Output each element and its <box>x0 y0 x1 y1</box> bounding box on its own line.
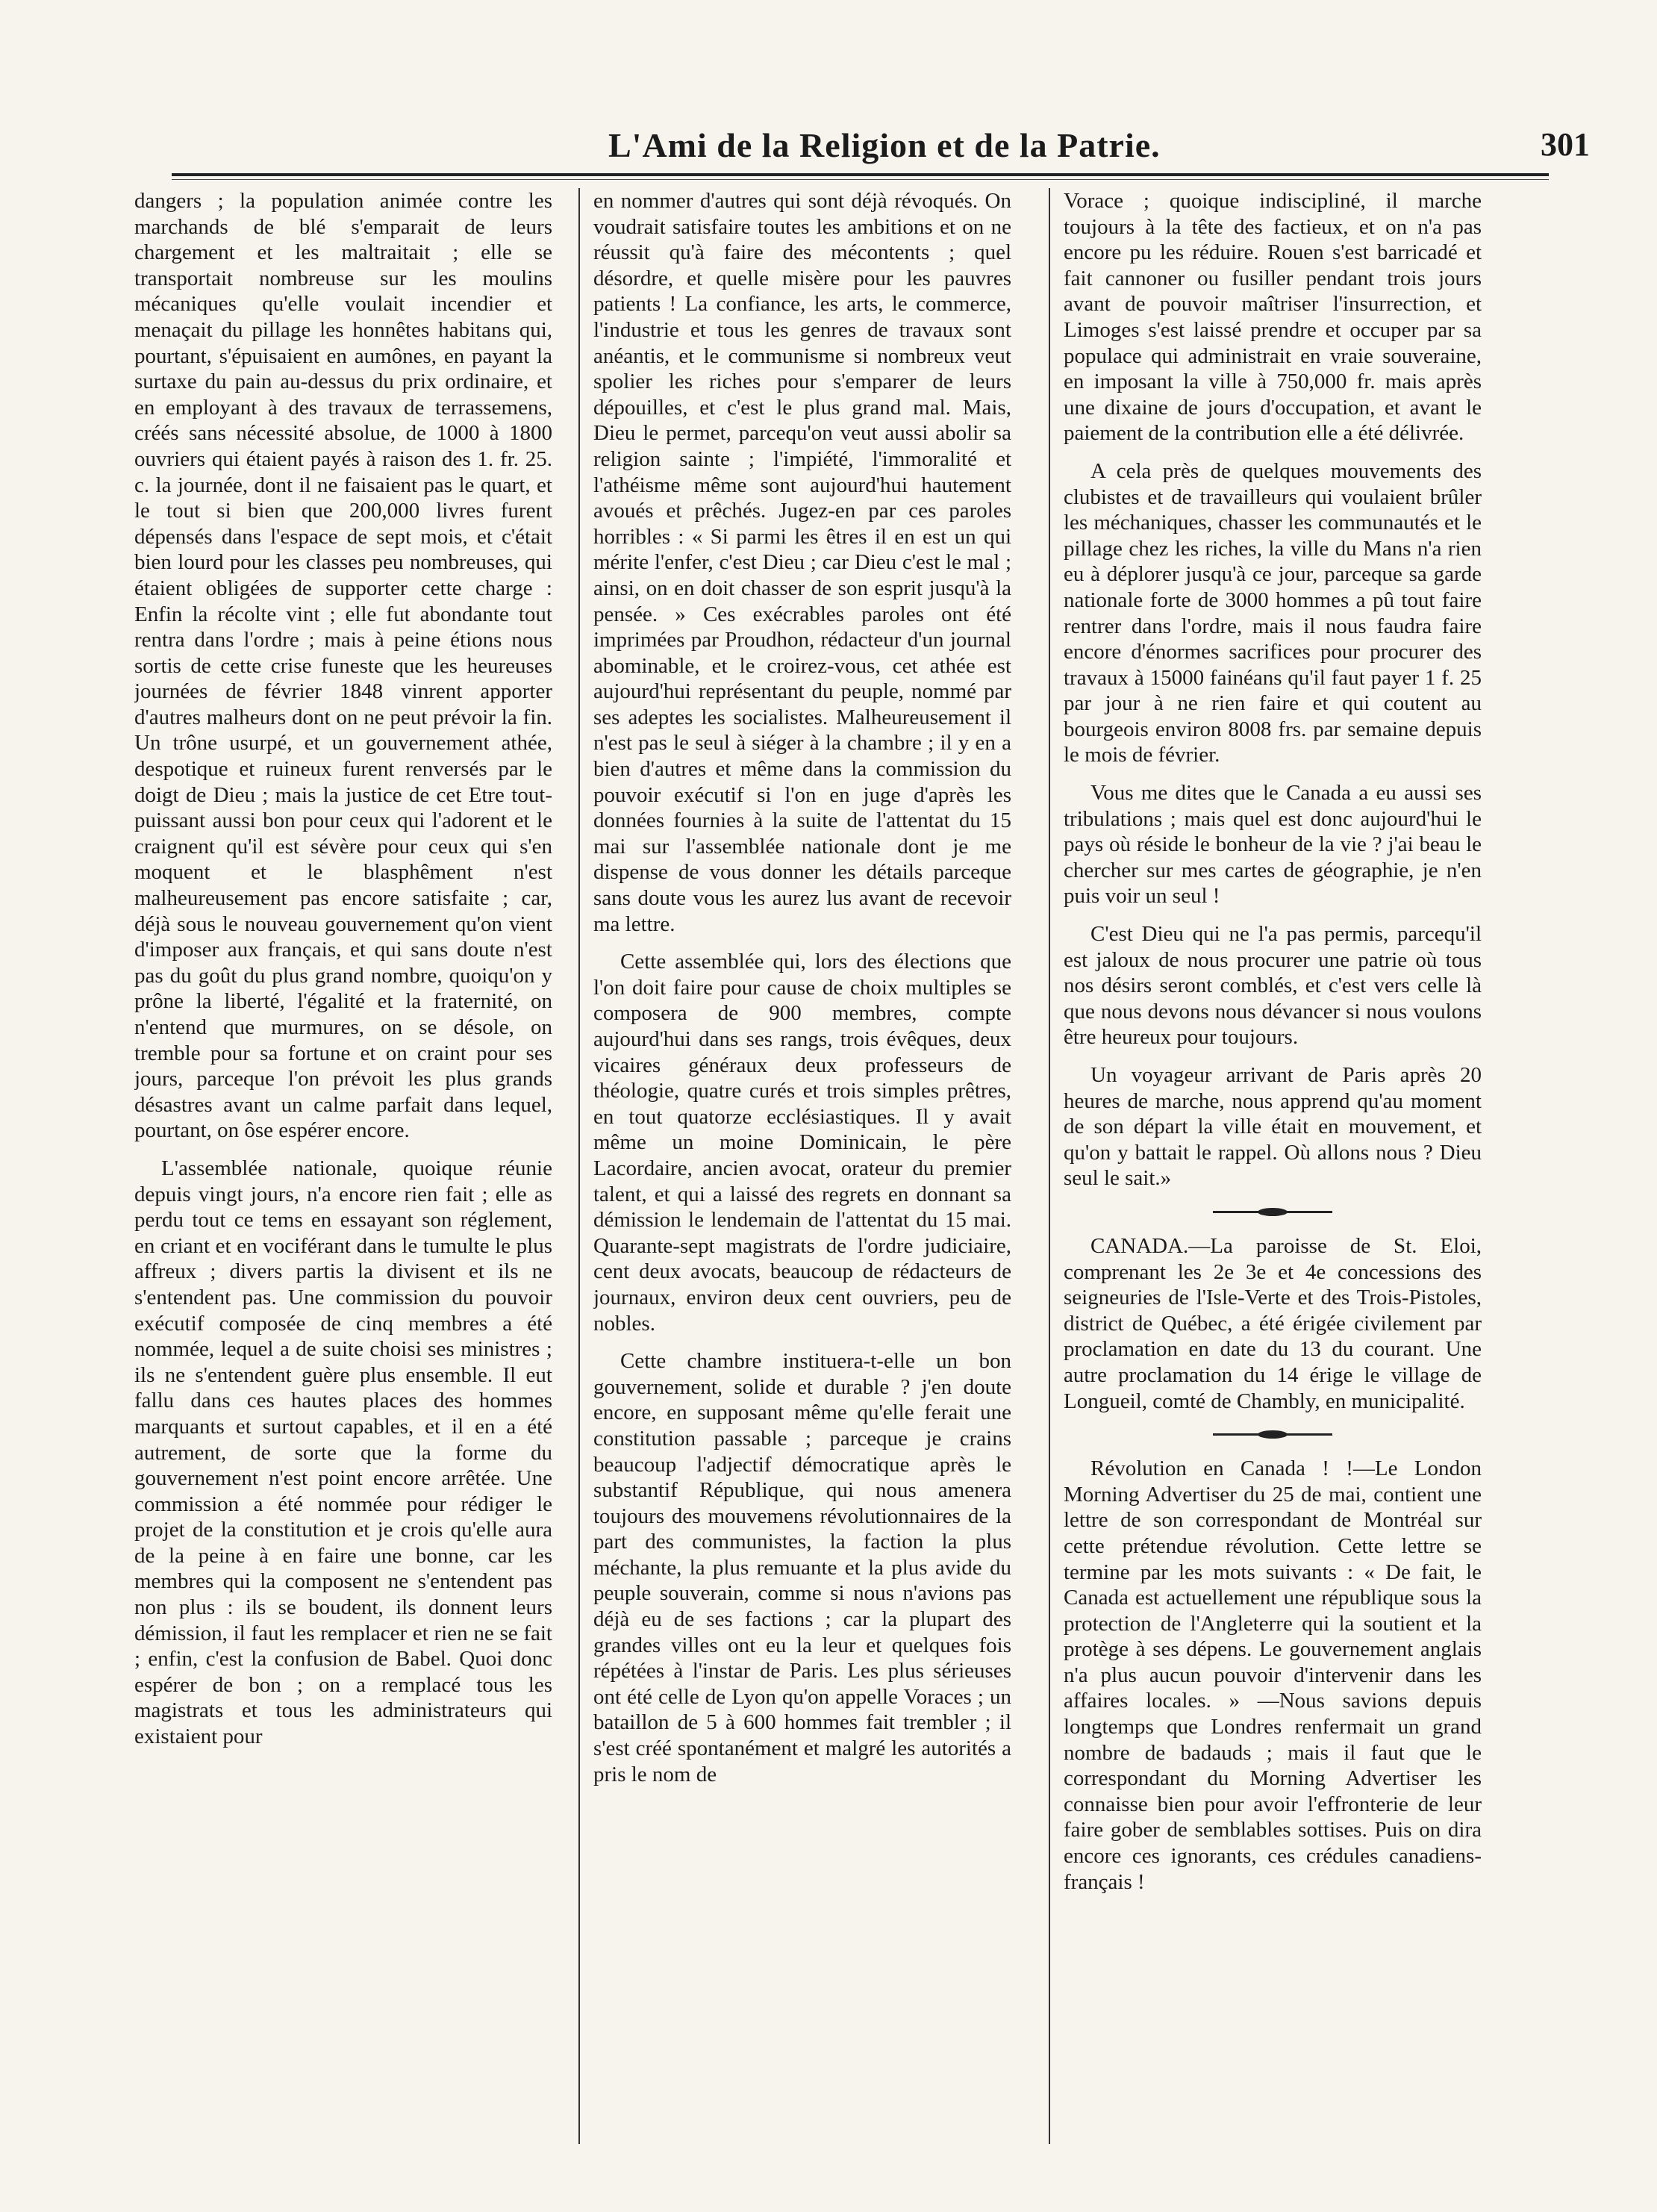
column-3 <box>1064 188 1482 2144</box>
paragraph: Cette assemblée qui, lors des élections que l'on doit faire pour cause de choix multiples se composera de 900 membres, compte aujourd'hui dans ses rangs, trois évêques, deux vicaires généraux deux professeurs de théologie, quatre curés et trois simples prêtres, en tout quatorze ecclésiastiques. Il y avait même un moine Dominicain, le père Lacordaire, ancien avocat, orateur du premier talent, et qui a laissé des regrets en donnant sa démission le lendemain de l'attentat du 15 mai. Quarante-sept magistrats de l'ordre judiciaire, cent deux avocats, beaucoup de rédacteurs de journaux, environ deux cent ouvriers, peu de nobles. <box>593 950 1011 1336</box>
section-separator <box>1213 1203 1332 1220</box>
column-divider <box>1049 188 1050 2144</box>
column-2 <box>593 188 1011 2144</box>
paragraph: dangers ; la population animée contre les marchands de blé s'emparait de leurs chargement et les maltraitait ; elle se transportait nombreuse sur les moulins mécaniques qu'elle voulait incendier et menaçait du pillage les honnêtes habitans qui, pourtant, s'épuisaient en aumônes, en payant la surtaxe du pain au-dessus du prix ordinaire, et en employant à des travaux de terrassemens, créés sans nécessité absolue, de 1000 à 1800 ouvriers qui étaient payés à raison des 1. fr. 25. c. la journée, dont il ne faisaient pas le quart, et le tout si bien que 200,000 livres furent dépensés dans l'espace de sept mois, et c'était bien lourd pour les classes peu nombreuses, qui étaient obligées de supporter cette charge : Enfin la récolte vint ; elle fut abondante tout rentra dans l'ordre ; mais à peine étions nous sortis de cette crise funeste que les heureuses journées de février 1848 vinrent apporter d'autres malheurs dont on ne peut prévoir la fin. Un trône usurpé, et un gouvernement athée, despotique et ruineux furent renversés par le doigt de Dieu ; mais la justice de cet Etre tout-puissant aussi bon pour ceux qui l'adorent et le craignent qu'il est sévère pour ceux qui s'en moquent et le blasphêment n'est malheureusement pas encore satisfaite ; car, déjà sous le nouveau gouvernement qu'on vient d'imposer aux français, et qui sans doute n'est pas du goût du plus grand nombre, quoiqu'on y prône la liberté, l'égalité et la fraternité, on n'entend que murmures, on se désole, on tremble pour sa fortune et on craint pour ses jours, parceque l'on prévoit les plus grands désastres avant un calme parfait dans lequel, pourtant, on ôse espérer encore. <box>134 189 552 1143</box>
paragraph: C'est Dieu qui ne l'a pas permis, parcequ'il est jaloux de nous procurer une patrie où tous nos désirs seront comblés, et c'est vers celle là que nous devons nous dévancer si nous voulons être heureux pour toujours. <box>1064 922 1482 1050</box>
section-separator <box>1213 1426 1332 1442</box>
paragraph: Révolution en Canada ! !—Le London Morning Advertiser du 25 de mai, contient une lettre de son correspondant de Montréal sur cette prétendue révolution. Cette lettre se termine par les mots suivants : « De fait, le Canada est actuellement une république sous la protection de l'Angleterre qui la soutient et la protège à ses dépens. Le gouvernement anglais n'a plus aucun pouvoir d'intervenir dans les affaires locales. » —Nous savions depuis longtemps que Londres renfermait un grand nombre de badauds ; mais il faut que le correspondant du Morning Advertiser les connaisse bien pour avoir l'effronterie de leur faire gober de semblables sottises. Puis on dira encore ces ignorants, ces crédules canadiens-français ! <box>1064 1457 1482 1894</box>
column-divider <box>578 188 580 2144</box>
paragraph: en nommer d'autres qui sont déjà révoqués. On voudrait satisfaire toutes les ambitions et on ne réussit qu'à faire des mécontents ; quel désordre, et quelle misère pour les pauvres patients ! La confiance, les arts, le commerce, l'industrie et tous les genres de travaux sont anéantis, et le communisme si nombreux veut spolier les riches pour s'emparer de leurs dépouilles, et c'est le plus grand mal. Mais, Dieu le permet, parcequ'on veut aussi abolir sa religion sainte ; l'impiété, l'immoralité et l'athéisme même sont aujourd'hui hautement avoués et prêchés. Jugez-en par ces paroles horribles : « Si parmi les êtres il en est un qui mérite l'enfer, c'est Dieu ; car Dieu c'est le mal ; ainsi, on en doit chasser de son esprit jusqu'à la pensée. » Ces exécrables paroles ont été imprimées par Proudhon, rédacteur d'un journal abominable, et le croirez-vous, cet athée est aujourd'hui représentant du peuple, nommé par ses adeptes les socialistes. Malheureusement il n'est pas le seul à siéger à la chambre ; il y en a bien d'autres et même dans la commission du pouvoir exécutif si l'on en juge d'après les données fournies à la suite de l'attentat du 15 mai sur l'assemblée nationale dont je me dispense de vous donner les détails parceque sans doute vous les aurez lus avant de recevoir ma lettre. <box>593 189 1011 936</box>
page-number: 301 <box>1541 126 1590 163</box>
paragraph: Vous me dites que le Canada a eu aussi ses tribulations ; mais quel est donc aujourd'hui le pays où réside le bonheur de la vie ? j'ai beau le chercher sur mes cartes de géographie, je n'en puis voir un seul ! <box>1064 781 1482 909</box>
paragraph: Un voyageur arrivant de Paris après 20 heures de marche, nous apprend qu'au moment de son départ la ville était en mouvement, et qu'on y battait le rappel. Où allons nous ? Dieu seul le sait.» <box>1064 1063 1482 1191</box>
paragraph: Vorace ; quoique indiscipliné, il marche toujours à la tête des factieux, et on n'a pas encore pu les réduire. Rouen s'est barricadé et fait cannoner ou fusiller pendant trois jours avant de pouvoir maîtriser l'insurrection, et Limoges s'est laissé prendre et occuper par sa populace qui administrait en vraie souveraine, en imposant la ville à 750,000 fr. mais après une dixaine de jours d'occupation, et avant le paiement de la contribution elle a été délivrée. <box>1064 189 1482 446</box>
running-title: L'Ami de la Religion et de la Patrie. <box>608 126 1161 164</box>
header-rule <box>172 173 1549 180</box>
paragraph: L'assemblée nationale, quoique réunie depuis vingt jours, n'a encore rien fait ; elle as perdu tout ce tems en essayant son réglement, en criant et en vociférant dans le tumulte le plus affreux ; divers partis la divisent et ils ne s'entendent pas. Une commission du pouvoir exécutif composée de cinq membres a été nommée, lequel a de suite choisi ses ministres ; ils ne s'entendent guère plus ensemble. Il eut fallu dans ces hautes places des hommes marquants et surtout capables, et il en a été autrement, de sorte que la forme du gouvernement n'est point encore arrêtée. Une commission a été nommée pour rédiger le projet de la constitution et je crois qu'elle aura de la peine à en faire une bonne, car les membres qui la composent ne s'entendent pas non plus : ils se boudent, ils donnent leurs démission, il faut les remplacer et rien ne se fait ; enfin, c'est la confusion de Babel. Quoi donc espérer de bon ; on a remplacé tous les magistrats et tous les administrateurs qui existaient pour <box>134 1156 552 1749</box>
page-header <box>172 125 1590 170</box>
paragraph: Cette chambre instituera-t-elle un bon gouvernement, solide et durable ? j'en doute encore, en supposant même qu'elle ferait une constitution passable ; parceque je crains beaucoup l'adjectif démocratique après le substantif République, qui nous amenera toujours des mouvemens révolutionnaires de la part des communistes, la faction la plus méchante, la plus remuante et la plus avide du peuple souverain, comme si nous n'avions pas déjà eu de ses factions ; car la plupart des grandes villes ont eu la leur et quelques fois répétées à l'instar de Paris. Les plus sérieuses ont été celle de Lyon qu'on appelle Voraces ; un bataillon de 5 à 600 hommes fait trembler ; il s'est créé spontanément et malgré les autorités a pris le nom de <box>593 1349 1011 1786</box>
paragraph: CANADA.—La paroisse de St. Eloi, comprenant les 2e 3e et 4e concessions des seigneuries de l'Isle-Verte et des Trois-Pistoles, district de Québec, a été érigée civilement par proclamation en date du 13 du courant. Une autre proclamation du 14 érige le village de Longueil, comté de Chambly, en municipalité. <box>1064 1233 1482 1413</box>
column-1 <box>134 188 552 2144</box>
paragraph: A cela près de quelques mouvements des clubistes et de travailleurs qui voulaient brûler les méchaniques, chasser les communautés et le pillage chez les riches, la ville du Mans n'a rien eu à déplorer jusqu'à ce jour, parceque sa garde nationale forte de 3000 hommes a pû tout faire rentrer dans l'ordre, mais il nous faudra faire encore d'énormes sacrifices pour procurer des travaux à 15000 fainéans qu'il faut payer 1 f. 25 par jour à ne rien faire et qui coutent au bourgeois environ 8008 frs. par semaine depuis le mois de février. <box>1064 458 1482 767</box>
